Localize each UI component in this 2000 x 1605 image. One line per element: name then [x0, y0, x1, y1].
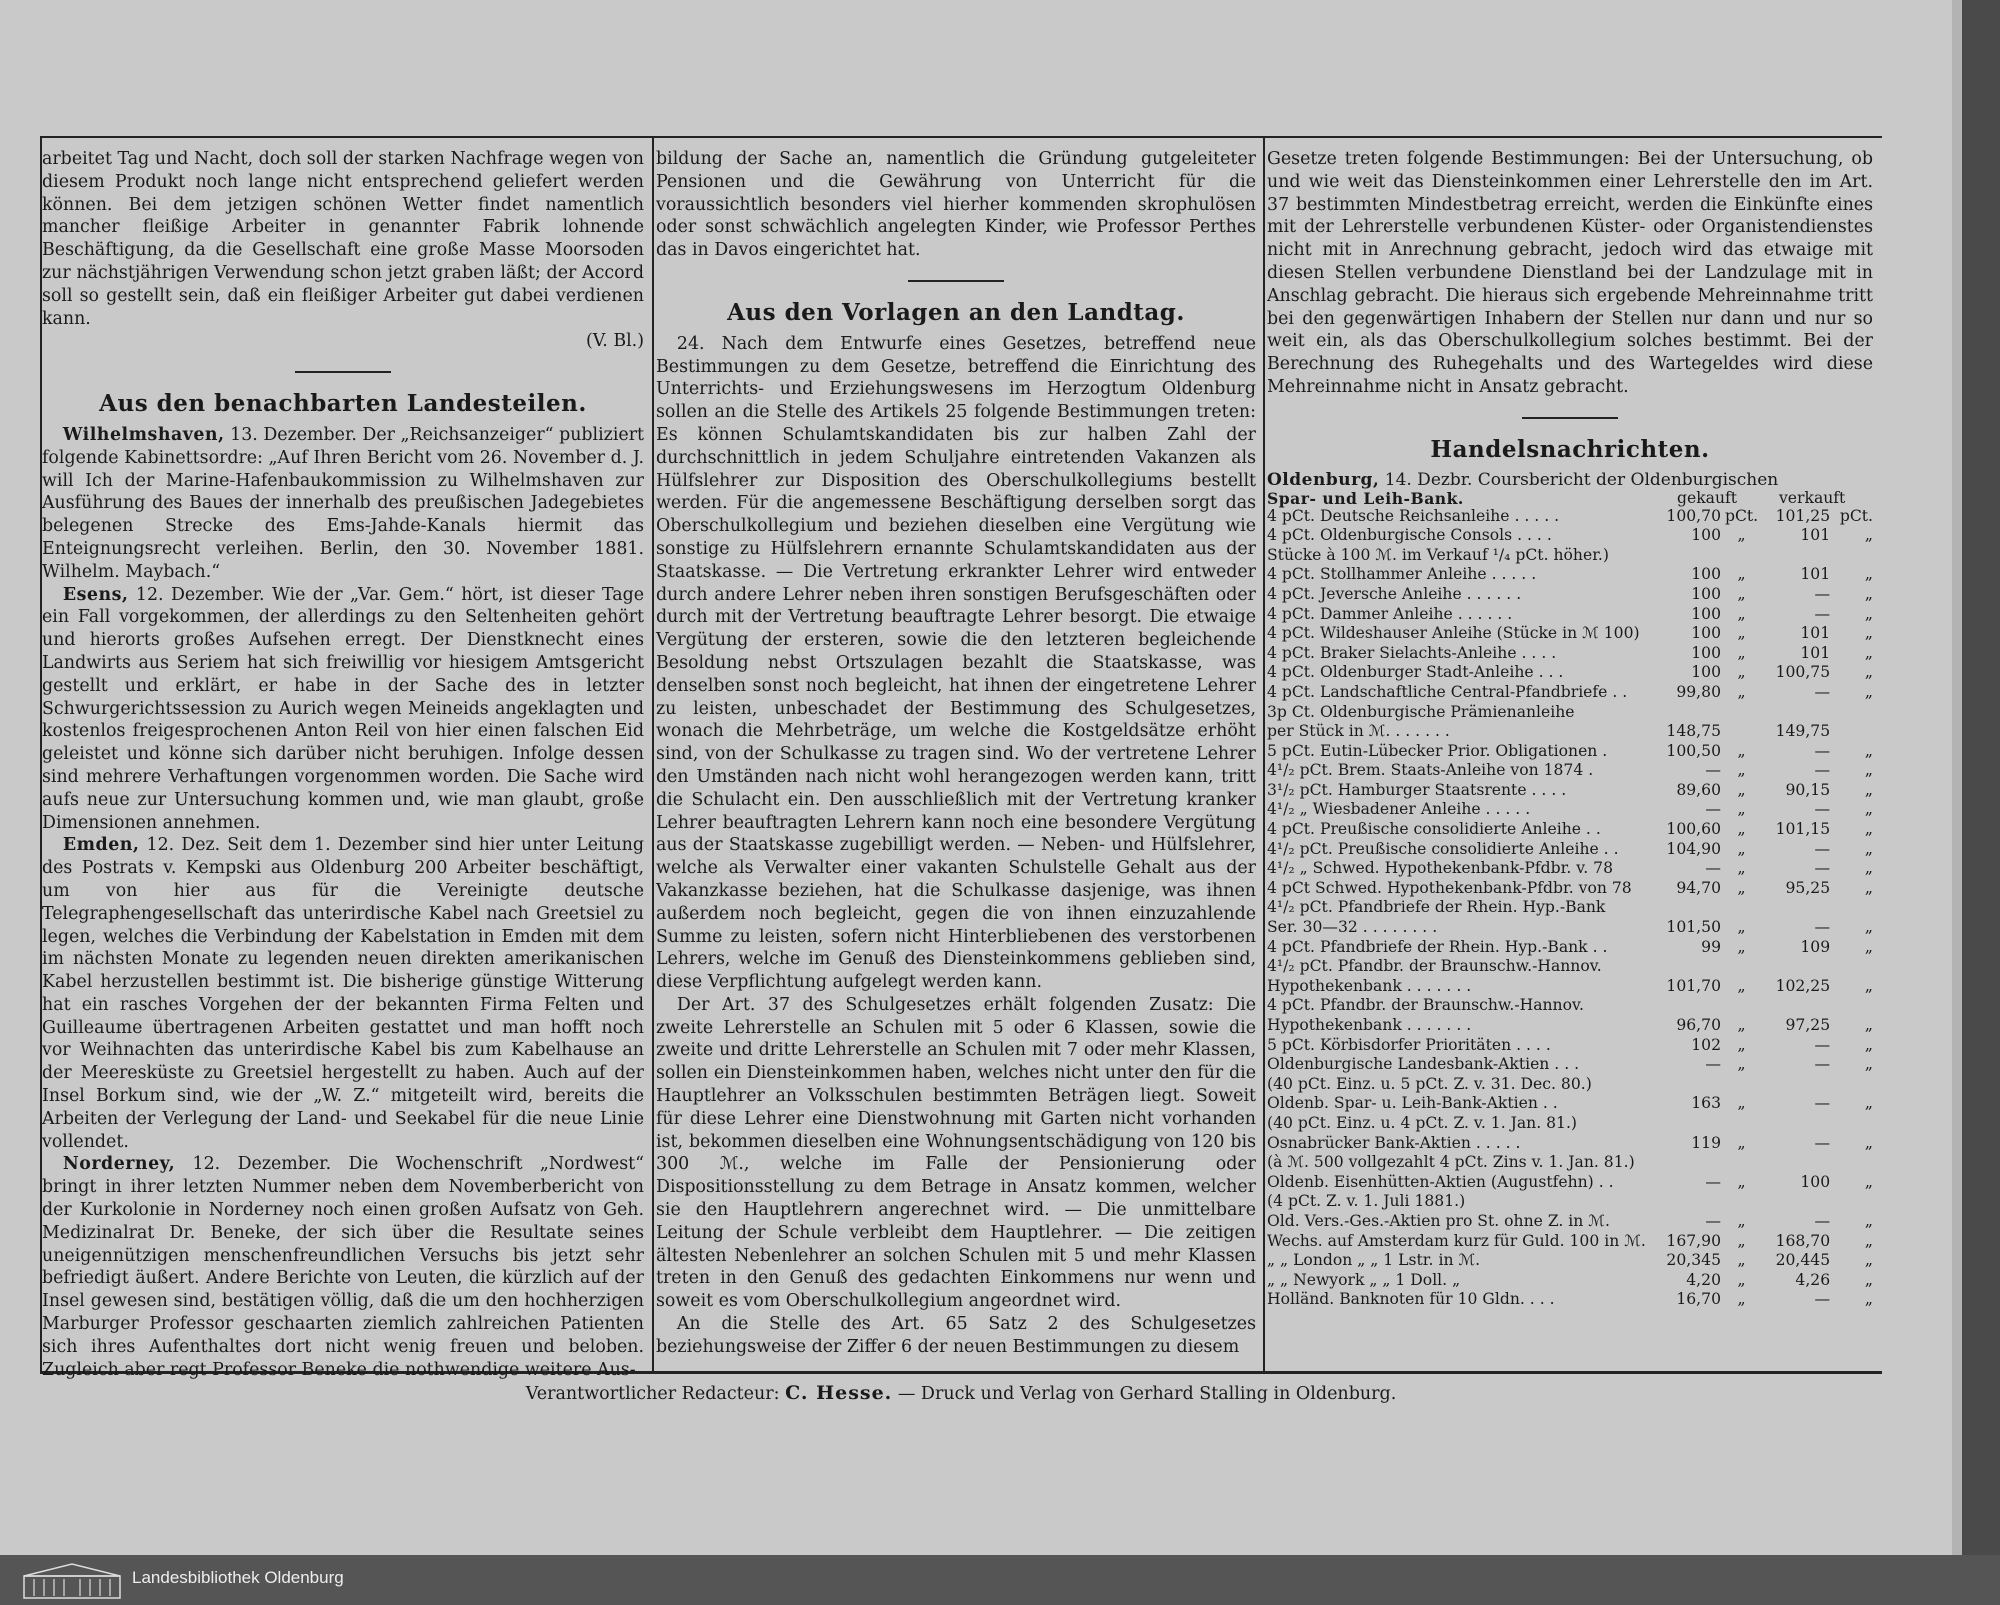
- security-name: 4 pCt. Pfandbriefe der Rhein. Hyp.-Bank . .: [1267, 937, 1608, 956]
- unit-bought: „: [1737, 682, 1746, 701]
- price-bought: 99: [1701, 937, 1721, 956]
- column-divider-1: [652, 136, 654, 1371]
- unit-bought: „: [1737, 878, 1746, 897]
- price-bought: 104,90: [1666, 839, 1721, 858]
- unit-bought: „: [1737, 526, 1746, 545]
- security-name: 4 pCt. Braker Sielachts-Anleihe . . . .: [1267, 643, 1557, 662]
- kurs-row: [1267, 1114, 1873, 1134]
- kurs-row: [1267, 1134, 1873, 1154]
- unit-bought: pCt.: [1725, 506, 1759, 525]
- security-name: 3p Ct. Oldenburgische Prämienanleihe: [1267, 702, 1575, 721]
- kurs-row: [1267, 1036, 1873, 1056]
- kurs-row: [1267, 781, 1873, 801]
- unit-bought: „: [1737, 976, 1746, 995]
- price-sold: 102,25: [1775, 976, 1831, 995]
- unit-bought: „: [1737, 937, 1746, 956]
- price-bought: 100,60: [1666, 820, 1721, 839]
- security-name: Oldenburgische Landesbank-Aktien . . .: [1267, 1055, 1580, 1074]
- price-bought: 100: [1691, 663, 1721, 682]
- price-bought: 16,70: [1676, 1290, 1721, 1309]
- price-sold: 100: [1800, 1172, 1831, 1191]
- kurs-table: [1267, 507, 1873, 1310]
- kurs-row: [1267, 957, 1873, 977]
- unit-bought: „: [1737, 761, 1746, 780]
- article-text: 12. Dez. Seit dem 1. Dezember sind hier unter Leitung des Postrats v. Kempski aus Oldenburg 200 Arbeiter beschäftigt, um von hier aus für die Vereinigte deutsche Telegraphengesellschaft das unterirdische Kabel nach Greetsiel zu legen, welches die Verbindung der Kabelstation in Emden mit dem im nächsten Monate zu legenden neuen direkten amerikanischen Kabel herzustellen bestimmt ist. Die bisherige günstige Witterung hat ein rasches Vorgehen der der bekannten Firma Felten und Guilleaume übertragenen Arbeiten gestattet und man hofft noch vor Weihnachten das unterirdische Kabel bis zum Kabelhause an der Meeresküste zu Greetsiel hergestellt zu haben. Auch auf der Insel Borkum sind, wie der „W. Z.“ mitgeteilt wird, bereits die Arbeiten der Verlegung der Land- und Seekabel für die neue Linie vollendet.: [42, 835, 644, 1152]
- security-name: 4¹/₂ pCt. Preußische consolidierte Anleihe . .: [1267, 839, 1619, 858]
- kurs-header-row: [1267, 490, 1873, 507]
- unit-sold: [1830, 957, 1873, 977]
- kurs-row: [1267, 624, 1873, 644]
- security-name: „ „ Newyork „ „ 1 Doll. „: [1267, 1270, 1461, 1289]
- price-sold: —: [1814, 839, 1831, 858]
- unit-bought: [1725, 898, 1758, 918]
- kurs-row: [1267, 605, 1873, 625]
- price-bought: 4,20: [1686, 1270, 1721, 1289]
- price-bought: [1659, 703, 1725, 723]
- price-sold: —: [1814, 741, 1831, 760]
- price-sold: —: [1814, 682, 1831, 701]
- unit-sold: „: [1864, 937, 1873, 956]
- price-bought: 100: [1691, 624, 1721, 643]
- price-sold: —: [1814, 761, 1831, 780]
- kurs-row: [1267, 1173, 1873, 1193]
- security-name: „ „ London „ „ 1 Lstr. in ℳ.: [1267, 1251, 1481, 1270]
- page-edge-highlight: [1952, 0, 1962, 1555]
- kurs-row: [1267, 938, 1873, 958]
- col-verkauft: verkauft: [1779, 488, 1846, 507]
- section-divider: [295, 371, 391, 373]
- unit-sold: „: [1864, 682, 1873, 701]
- price-sold: [1758, 957, 1830, 977]
- unit-sold: „: [1864, 624, 1873, 643]
- security-name: (40 pCt. Einz. u. 4 pCt. Z. v. 1. Jan. 81.): [1267, 1113, 1578, 1132]
- unit-sold: „: [1864, 878, 1873, 897]
- price-sold: [1758, 1114, 1830, 1134]
- article-continuation: arbeitet Tag und Nacht, doch soll der starken Nachfrage wegen von diesem Produkt noch lange nicht entsprechend geliefert werden können. Bei dem jetzigen schönen Wetter findet namentlich mancher fleißige Arbeiter in genannter Fabrik lohnende Beschäftigung, da die Gesellschaft eine große Masse Moorsoden zur nächstjährigen Verwendung schon jetzt graben läßt; der Accord soll so gestellt sein, daß ein fleißiger Arbeiter gut dabei verdienen kann.: [42, 149, 644, 329]
- security-name: 4 pCt. Jeversche Anleihe . . . . . .: [1267, 584, 1522, 603]
- price-sold: [1758, 703, 1830, 723]
- kurs-row: [1267, 1251, 1873, 1271]
- security-name: 4 pCt. Oldenburgische Consols . . . .: [1267, 526, 1552, 545]
- unit-sold: „: [1864, 800, 1873, 819]
- unit-bought: „: [1737, 1231, 1746, 1250]
- unit-bought: „: [1737, 1211, 1746, 1230]
- price-bought: 100: [1691, 526, 1721, 545]
- kurs-row: [1267, 546, 1873, 566]
- security-name: Wechs. auf Amsterdam kurz für Guld. 100 in ℳ.: [1267, 1231, 1646, 1250]
- security-name: 4 pCt. Wildeshauser Anleihe (Stücke in ℳ 100): [1267, 624, 1640, 643]
- impressum: [40, 1382, 1882, 1404]
- price-bought: 167,90: [1666, 1231, 1721, 1250]
- unit-bought: „: [1737, 604, 1746, 623]
- kurs-row: [1267, 1232, 1873, 1252]
- unit-bought: „: [1737, 1270, 1746, 1289]
- unit-sold: [1830, 546, 1873, 566]
- price-sold: 109: [1800, 937, 1831, 956]
- unit-sold: [1830, 1192, 1873, 1212]
- price-bought: —: [1705, 859, 1721, 878]
- price-sold: —: [1814, 918, 1831, 937]
- unit-sold: [1830, 996, 1873, 1016]
- article-norderney: [42, 1153, 644, 1381]
- unit-sold: „: [1864, 780, 1873, 799]
- kurs-row: [1267, 526, 1873, 546]
- bank-name: Spar- und Leih-Bank.: [1267, 488, 1464, 508]
- kurs-row: [1267, 918, 1873, 938]
- price-sold: —: [1814, 604, 1831, 623]
- unit-bought: „: [1737, 1055, 1746, 1074]
- price-bought: 100: [1691, 565, 1721, 584]
- security-name: Stücke à 100 ℳ. im Verkauf ¹/₄ pCt. höher.): [1267, 545, 1609, 564]
- article-continuation: bildung der Sache an, namentlich die Gründung gutgeleiteter Pensionen und die Gewährung von Unterricht für die voraussichtlich besonders viel hierher kommenden skrophulösen oder sonst schwächlich angelegten Kinder, wie Professor Perthes das in Davos eingerichtet hat.: [656, 149, 1256, 261]
- col-gekauft: gekauft: [1677, 488, 1738, 507]
- top-rule: [40, 136, 1882, 138]
- unit-bought: „: [1737, 1172, 1746, 1191]
- kurs-row: [1267, 1094, 1873, 1114]
- unit-sold: „: [1864, 1231, 1873, 1250]
- price-sold: [1758, 546, 1830, 566]
- price-sold: 149,75: [1775, 722, 1831, 741]
- price-sold: 90,15: [1785, 780, 1831, 799]
- price-bought: —: [1705, 1172, 1721, 1191]
- kurs-row: [1267, 683, 1873, 703]
- price-bought: 96,70: [1676, 1016, 1721, 1034]
- article-text: 13. Dezember. Der „Reichsanzeiger“ publiziert folgende Kabinettsordre: „Auf Ihren Bericht vom 26. November d. J. will Ich der Marine-Hafenbaukommission zu Wilhelmshaven zur Ausführung des Baues der innerhalb des preußischen Jadegebietes belegenen Strecke des Ems-Jahde-Kanals hiermit das Enteignungsrecht verleihen. Berlin, den 30. November 1881. Wilhelm. Maybach.“: [42, 424, 644, 582]
- unit-sold: [1830, 898, 1873, 918]
- section-divider: [908, 280, 1004, 282]
- unit-sold: „: [1864, 820, 1873, 839]
- unit-sold: „: [1864, 565, 1873, 584]
- security-name: Hypothekenbank . . . . . . .: [1267, 976, 1472, 995]
- price-bought: 100,50: [1666, 741, 1721, 760]
- price-bought: 101,70: [1666, 976, 1721, 995]
- column-2: [656, 148, 1256, 1359]
- unit-bought: [1725, 1153, 1758, 1173]
- kurs-row: [1267, 879, 1873, 899]
- unit-bought: [1725, 1192, 1758, 1212]
- unit-bought: „: [1737, 1016, 1746, 1034]
- security-name: 4 pCt. Preußische consolidierte Anleihe . .: [1267, 820, 1601, 839]
- library-name: Landesbibliothek Oldenburg: [132, 1568, 344, 1587]
- unit-bought: „: [1737, 1133, 1746, 1152]
- dateline-esens: Esens,: [62, 584, 129, 605]
- price-sold: [1758, 996, 1830, 1016]
- price-sold: 97,25: [1785, 1016, 1831, 1034]
- security-name: (à ℳ. 500 vollgezahlt 4 pCt. Zins v. 1. Jan. 81.): [1267, 1153, 1635, 1172]
- unit-bought: „: [1737, 663, 1746, 682]
- kurs-row: [1267, 996, 1873, 1016]
- security-name: 4 pCt. Deutsche Reichsanleihe . . . . .: [1267, 506, 1560, 525]
- price-bought: 100: [1691, 584, 1721, 603]
- column-3: [1267, 148, 1873, 1310]
- security-name: Osnabrücker Bank-Aktien . . . . .: [1267, 1133, 1521, 1152]
- kurs-row: [1267, 761, 1873, 781]
- article-esens: [42, 584, 644, 835]
- unit-sold: [1830, 1153, 1873, 1173]
- security-name: 5 pCt. Eutin-Lübecker Prior. Obligationen .: [1267, 741, 1608, 760]
- unit-bought: [1725, 1114, 1758, 1134]
- security-name: 4 pCt. Landschaftliche Central-Pfandbriefe . .: [1267, 682, 1628, 701]
- kurs-row: [1267, 977, 1873, 997]
- unit-sold: „: [1864, 1270, 1873, 1289]
- unit-bought: [1725, 546, 1758, 566]
- security-name: 4¹/₂ „ Wiesbadener Anleihe . . . . .: [1267, 800, 1531, 819]
- unit-sold: pCt.: [1839, 506, 1873, 525]
- kurs-row: [1267, 1212, 1873, 1232]
- kurs-row: [1267, 722, 1873, 742]
- article-landtag-p1: 24. Nach dem Entwurfe eines Gesetzes, betreffend neue Bestimmungen zu dem Gesetze, betreffend die Einrichtung des Unterrichts- und Erziehungswesens im Herzogtum Oldenburg sollen an die Stelle des Artikels 25 folgende Bestimmungen treten: Es können Schulamtskandidaten bis zur halben Zahl der durchschnittlich in jedem Schuljahre eintretenden Vakanzen als Hülfslehrer zur Disposition des Oberschulkollegiums bestellt werden. Für die angemessene Beschäftigung derselben sorgt das Oberschulkollegium und beziehen dieselben eine Vergütung wie sonstige zu Hülfslehrern ernannte Schulamtskandidaten aus der Staatskasse. — Die Vertretung erkrankter Lehrer wird entweder durch andere Lehrer neben ihren sonstigen Berufsgeschäften oder durch mit der Vertretung beauftragte Lehrer besorgt. Die etwaige Vergütung der ersteren, sowie die den letzteren begleichende Besoldung nebst Ortszulagen bezahlt die Staatskasse, was denselben sonst noch begleicht, hat ihnen der eingetretene Lehrer zu leisten, unbeschadet der Bestimmung des Schulgesetzes, wonach die Mehrbeträge, um welche die Kostgeldsätze erhöht sind, von der Schulkasse zu tragen sind. Wo der vertretene Lehrer den Umständen nach nicht wohl herangezogen werden kann, tritt die Schulacht ein. Den ausschließlich mit der Vertretung kranker Lehrer beauftragten Lehrern kann noch eine besondere Vergütung aus der Staatskasse zugebilligt werden. — Neben- und Hülfslehrer, welche als Verwalter einer vakanten Schulstelle Gehalt aus der Vakanzkasse beziehen, hat die Schulkasse dasjenige, was ihnen außerdem noch begleicht, gegen die von ihnen einzuzahlende Summe zu leisten, sofern nicht Hinterbliebenen des verstorbenen Lehrers, welche im Genuß des Diensteinkommens geblieben sind, diese Verpflichtung aufgelegt werden kann.: [656, 333, 1256, 993]
- dateline-norderney: Norderney,: [62, 1154, 176, 1175]
- security-name: Ser. 30—32 . . . . . . . .: [1267, 918, 1438, 937]
- security-name: Oldenb. Spar- u. Leih-Bank-Aktien . .: [1267, 1094, 1558, 1113]
- security-name: Holländ. Banknoten für 10 Gldn. . . .: [1267, 1290, 1555, 1309]
- unit-sold: „: [1864, 839, 1873, 858]
- price-sold: 101: [1800, 565, 1831, 584]
- price-bought: [1659, 1075, 1725, 1095]
- unit-bought: „: [1737, 565, 1746, 584]
- unit-sold: „: [1864, 976, 1873, 995]
- unit-bought: [1725, 703, 1758, 723]
- unit-bought: „: [1737, 1251, 1746, 1270]
- unit-sold: „: [1864, 643, 1873, 662]
- price-bought: 102: [1691, 1035, 1721, 1054]
- price-bought: [1659, 1114, 1725, 1134]
- security-name: Hypothekenbank . . . . . . .: [1267, 1016, 1472, 1034]
- unit-bought: „: [1737, 820, 1746, 839]
- security-name: Oldenb. Eisenhütten-Aktien (Augustfehn) . .: [1267, 1172, 1614, 1191]
- unit-bought: [1725, 1075, 1758, 1095]
- security-name: 4¹/₂ pCt. Brem. Staats-Anleihe von 1874 .: [1267, 761, 1594, 780]
- unit-bought: „: [1737, 859, 1746, 878]
- column-1: [42, 148, 644, 1381]
- dateline-emden: Emden,: [62, 835, 140, 856]
- unit-bought: „: [1737, 839, 1746, 858]
- price-bought: —: [1705, 1211, 1721, 1230]
- kurs-row: [1267, 1271, 1873, 1291]
- price-sold: 95,25: [1785, 878, 1831, 897]
- impressum-prefix: Verantwortlicher Redacteur:: [525, 1384, 780, 1404]
- kurs-row: [1267, 859, 1873, 879]
- price-sold: 100,75: [1775, 663, 1831, 682]
- kurs-row: [1267, 644, 1873, 664]
- unit-sold: „: [1864, 526, 1873, 545]
- kurs-row: [1267, 703, 1873, 723]
- unit-bought: [1725, 722, 1758, 742]
- unit-bought: „: [1737, 1035, 1746, 1054]
- column-divider-2: [1263, 136, 1265, 1371]
- kurs-row: [1267, 1192, 1873, 1212]
- unit-bought: „: [1737, 1094, 1746, 1113]
- kurs-row: [1267, 565, 1873, 585]
- unit-sold: „: [1864, 1016, 1873, 1034]
- scan-background-edge: [1962, 0, 2000, 1555]
- article-text: 12. Dezember. Die Wochenschrift „Nordwest“ bringt in ihrer letzten Nummer neben dem Novemberbericht von der Kurkolonie in Norderney noch einen großen Aufsatz von Geh. Medizinalrat Dr. Beneke, der sich über die Resultate seines uneigennützigen menschenfreundlichen Versuchs bis jetzt sehr befriedigt äußert. Andere Berichte von Leuten, die kürzlich auf der Insel gewesen sind, bestätigen völlig, daß die um den hochherzigen Marburger Professor geschaarten ziemlich zahlreichen Patienten sich ihres Aufenthaltes dort nicht wenig freuen und beloben. Zugleich aber regt Professor Beneke die nothwendige weitere Aus-: [42, 1154, 644, 1380]
- price-sold: [1758, 1192, 1830, 1212]
- security-name: 4 pCt. Pfandbr. der Braunschw.-Hannov.: [1267, 996, 1584, 1015]
- unit-sold: „: [1864, 1251, 1873, 1270]
- kurs-intro-text: 14. Dezbr. Coursbericht der Oldenburgischen: [1379, 469, 1779, 490]
- security-name: 4 pCt. Oldenburger Stadt-Anleihe . . .: [1267, 663, 1564, 682]
- price-bought: [1659, 1192, 1725, 1212]
- price-sold: —: [1814, 800, 1831, 819]
- unit-sold: „: [1864, 1055, 1873, 1074]
- unit-bought: [1725, 996, 1758, 1016]
- unit-bought: „: [1737, 1290, 1746, 1309]
- unit-sold: „: [1864, 1035, 1873, 1054]
- dateline-wilhelmshaven: Wilhelmshaven,: [62, 424, 225, 445]
- price-bought: 163: [1691, 1094, 1721, 1113]
- kurs-row: [1267, 663, 1873, 683]
- security-name: Old. Vers.-Ges.-Aktien pro St. ohne Z. in ℳ.: [1267, 1211, 1610, 1230]
- impressum-suffix: — Druck und Verlag von Gerhard Stalling in Oldenburg.: [892, 1384, 1397, 1404]
- unit-sold: „: [1864, 859, 1873, 878]
- kurs-intro: [1267, 470, 1873, 490]
- security-name: 4 pCt. Dammer Anleihe . . . . . .: [1267, 604, 1513, 623]
- price-sold: —: [1814, 1035, 1831, 1054]
- price-bought: 89,60: [1676, 780, 1721, 799]
- kurs-row: [1267, 840, 1873, 860]
- kurs-row: [1267, 585, 1873, 605]
- price-sold: 101: [1800, 624, 1831, 643]
- article-continuation: Gesetze treten folgende Bestimmungen: Bei der Untersuchung, ob und wie weit das Diensteinkommen einer Lehrerstelle den im Art. 37 bestimmten Mindestbetrag erreicht, werden die Einkünfte eines mit der Lehrerstelle verbundenen Küster- oder Organistendienstes nicht mit in Anrechnung gebracht, jedoch wird das etwaige mit diesen Stellen verbundene Dienstland bei der Landzulage mit in Anschlag gebracht. Die hieraus sich ergebende Mehreinnahme tritt bei den gegenwärtigen Inhabern der Stellen nur dann und nur so weit ein, als das Oberschulkollegium solches bestimmt. Bei der Berechnung des Ruhegehalts und des Wartegeldes wird diese Mehreinnahme nicht in Ansatz gebracht.: [1267, 149, 1873, 397]
- unit-sold: [1830, 703, 1873, 723]
- price-sold: —: [1814, 1094, 1831, 1113]
- price-sold: 4,26: [1795, 1270, 1831, 1289]
- security-name: 4¹/₂ „ Schwed. Hypothekenbank-Pfdbr. v. 78: [1267, 859, 1613, 878]
- section-heading-landesteile: Aus den benachbarten Landesteilen.: [99, 390, 587, 418]
- security-name: 4 pCt. Stollhammer Anleihe . . . . .: [1267, 565, 1537, 584]
- security-name: 5 pCt. Körbisdorfer Prioritäten . . . .: [1267, 1035, 1551, 1054]
- price-sold: 101: [1800, 526, 1831, 545]
- article-emden: [42, 834, 644, 1153]
- price-sold: 168,70: [1775, 1231, 1831, 1250]
- price-sold: [1758, 1075, 1830, 1095]
- kurs-row: [1267, 820, 1873, 840]
- unit-sold: „: [1864, 741, 1873, 760]
- kurs-row: [1267, 1055, 1873, 1075]
- security-name: 3¹/₂ pCt. Hamburger Staatsrente . . . .: [1267, 780, 1567, 799]
- price-bought: 100: [1691, 604, 1721, 623]
- kurs-row: [1267, 1016, 1873, 1036]
- price-sold: —: [1814, 859, 1831, 878]
- price-sold: —: [1814, 1055, 1831, 1074]
- price-sold: 20,445: [1775, 1251, 1831, 1270]
- unit-sold: „: [1864, 1172, 1873, 1191]
- article-text: 12. Dezember. Wie der „Var. Gem.“ hört, ist dieser Tage ein Fall vorgekommen, der allerdings zu den Seltenheiten gehört und hierorts großes Aufsehen erregt. Der Dienstknecht eines Landwirts aus Seriem hat sich freiwillig vor hiesigem Amtsgericht gestellt und erklärt, er habe in der Sache des in letzter Schwurgerichtssession zu Aurich wegen Meineids angeklagten und kostenlos freigesprochenen Anton Reil von hier einen falschen Eid geleistet und könne sich darüber nicht beruhigen. Infolge dessen sind mehrere Verhaftungen vorgenommen worden. Die Sache wird aufs neue zur Untersuchung kommen und, wie man glaubt, große Dimensionen annehmen.: [42, 584, 644, 833]
- price-bought: 148,75: [1666, 722, 1721, 741]
- unit-bought: „: [1737, 800, 1746, 819]
- unit-sold: „: [1864, 761, 1873, 780]
- price-bought: 20,345: [1666, 1251, 1721, 1270]
- kurs-row: [1267, 1075, 1873, 1095]
- price-sold: —: [1814, 1290, 1831, 1309]
- unit-sold: „: [1864, 663, 1873, 682]
- price-bought: [1659, 1153, 1725, 1173]
- unit-sold: „: [1864, 1133, 1873, 1152]
- price-sold: [1758, 1153, 1830, 1173]
- price-bought: 99,80: [1676, 682, 1721, 701]
- article-wilhelmshaven: [42, 424, 644, 584]
- security-name: 4¹/₂ pCt. Pfandbr. der Braunschw.-Hannov.: [1267, 957, 1602, 976]
- price-sold: [1758, 898, 1830, 918]
- unit-sold: „: [1864, 918, 1873, 937]
- price-bought: —: [1705, 1055, 1721, 1074]
- unit-sold: „: [1864, 604, 1873, 623]
- editor-name: C. Hesse.: [785, 1382, 893, 1404]
- price-bought: 119: [1691, 1133, 1721, 1152]
- unit-bought: „: [1737, 643, 1746, 662]
- price-bought: 100: [1691, 643, 1721, 662]
- price-sold: 101: [1800, 643, 1831, 662]
- section-heading-landtag: Aus den Vorlagen an den Landtag.: [727, 298, 1185, 326]
- security-name: per Stück in ℳ. . . . . . .: [1267, 722, 1450, 741]
- security-name: (40 pCt. Einz. u. 5 pCt. Z. v. 31. Dec. 80.): [1267, 1074, 1592, 1093]
- price-sold: —: [1814, 1211, 1831, 1230]
- unit-sold: [1830, 1114, 1873, 1134]
- kurs-row: [1267, 507, 1873, 527]
- kurs-row: [1267, 898, 1873, 918]
- price-bought: 94,70: [1676, 878, 1721, 897]
- unit-sold: „: [1864, 1094, 1873, 1113]
- unit-bought: „: [1737, 918, 1746, 937]
- security-name: 4¹/₂ pCt. Pfandbriefe der Rhein. Hyp.-Bank: [1267, 898, 1606, 917]
- article-landtag-p2: Der Art. 37 des Schulgesetzes erhält folgenden Zusatz: Die zweite Lehrerstelle an Schulen mit 5 oder 6 Klassen, sowie die zweite und dritte Lehrerstelle an Schulen mit 7 oder mehr Klassen, sollen ein Diensteinkommen haben, welches nicht unter den für die Hauptlehrer an Volksschulen bestimmten Beträgen liegt. Soweit für diese Lehrer eine Dienstwohnung mit Garten nicht vorhanden ist, bekommen dieselben eine Wohnungsentschädigung von 120 bis 300 ℳ., welche im Falle der Pensionierung oder Dispositionsstellung zu dem Betrage in Ansatz kommen, welcher sie den Hauptlehrern angerechnet wird. — Die unmittelbare Leitung der Schule verbleibt dem Hauptlehrer. — Die zeitigen ältesten Nebenlehrer an solchen Schulen mit 5 und mehr Klassen treten in den Genuß des gedachten Einkommens nur wenn und soweit es vom Oberschulkollegium angeordnet wird.: [656, 994, 1256, 1312]
- library-building-icon: [22, 1562, 122, 1600]
- price-bought: 100,70: [1666, 506, 1721, 525]
- security-name: (4 pCt. Z. v. 1. Juli 1881.): [1267, 1192, 1466, 1211]
- dateline-oldenburg: Oldenburg,: [1267, 469, 1380, 490]
- section-divider: [1522, 417, 1618, 419]
- security-name: 4 pCt Schwed. Hypothekenbank-Pfdbr. von 78: [1267, 878, 1632, 897]
- price-sold: 101,25: [1775, 506, 1831, 525]
- price-bought: —: [1705, 800, 1721, 819]
- kurs-row: [1267, 742, 1873, 762]
- unit-sold: [1830, 1075, 1873, 1095]
- unit-bought: „: [1737, 741, 1746, 760]
- price-bought: —: [1705, 761, 1721, 780]
- unit-sold: „: [1864, 1290, 1873, 1309]
- unit-sold: [1830, 722, 1873, 742]
- section-heading-handel: Handelsnachrichten.: [1430, 435, 1710, 463]
- source-note: (V. Bl.): [585, 331, 644, 352]
- price-sold: 101,15: [1775, 820, 1831, 839]
- price-bought: [1659, 546, 1725, 566]
- unit-sold: „: [1864, 1211, 1873, 1230]
- unit-sold: „: [1864, 584, 1873, 603]
- price-bought: [1659, 996, 1725, 1016]
- unit-bought: „: [1737, 780, 1746, 799]
- unit-bought: „: [1737, 624, 1746, 643]
- unit-bought: [1725, 957, 1758, 977]
- kurs-row: [1267, 1153, 1873, 1173]
- price-bought: [1659, 898, 1725, 918]
- price-sold: —: [1814, 1133, 1831, 1152]
- price-sold: —: [1814, 584, 1831, 603]
- kurs-row: [1267, 1290, 1873, 1310]
- article-landtag-p3: An die Stelle des Art. 65 Satz 2 des Schulgesetzes beziehungsweise der Ziffer 6 der neuen Bestimmungen zu diesem: [656, 1314, 1256, 1357]
- unit-bought: „: [1737, 584, 1746, 603]
- price-bought: [1659, 957, 1725, 977]
- price-bought: 101,50: [1666, 918, 1721, 937]
- kurs-row: [1267, 800, 1873, 820]
